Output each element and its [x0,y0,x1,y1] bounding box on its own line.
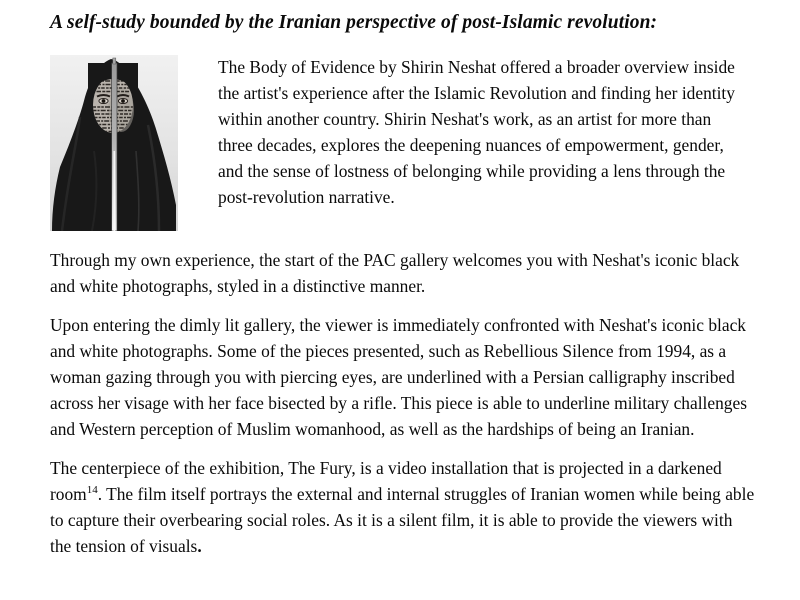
paragraph-rebellious-silence: Upon entering the dimly lit gallery, the viewer is immediately confronted with Neshat's iconic black and white photographs. Some of the pieces presented, such as Rebellious Silence from 1994, as a woman gazing through you with piercing eyes, are underlined with a Persian calligraphy inscribed across her visage with her face bisected by a rifle. This piece is able to underline military challenges and Western perception of Muslim womanhood, as well as the hardships of being an Iranian. [50,315,747,439]
paragraph-pac-gallery: Through my own experience, the start of the PAC gallery welcomes you with Neshat's iconic black and white photographs, styled in a distinctive manner. [50,250,740,296]
rifle-barrel [112,58,117,231]
rebellious-silence-photo [50,55,178,231]
paragraph-intro: The Body of Evidence by Shirin Neshat offered a broader overview inside the artist's experience after the Islamic Revolution and finding her identity within another country. Shirin Neshat's work, as an artist for more than three decades, explores the deepening nuances of empowerment, gender, and the sense of lostness of belonging while providing a lens through the post-revolution narrative. [218,57,735,207]
document-title: A self-study bounded by the Iranian perspective of post-Islamic revolution: [50,12,658,33]
fury-final-period: . [197,536,202,556]
paragraph-the-fury [50,455,757,559]
footnote-reference-14: 14 [86,484,98,497]
fury-text-after-footnote: . The film itself portrays the external and internal struggles of Iranian women while being able to capture their overbearing social roles. As it is a silent film, it is able to provide the viewers with the tension of visuals [50,484,755,556]
fury-text-before-footnote: The centerpiece of the exhibition, The Fury, is a video installation that is projected in a darkened room [50,458,722,504]
figure-rebellious-silence [50,55,178,231]
intro-section [50,54,757,231]
